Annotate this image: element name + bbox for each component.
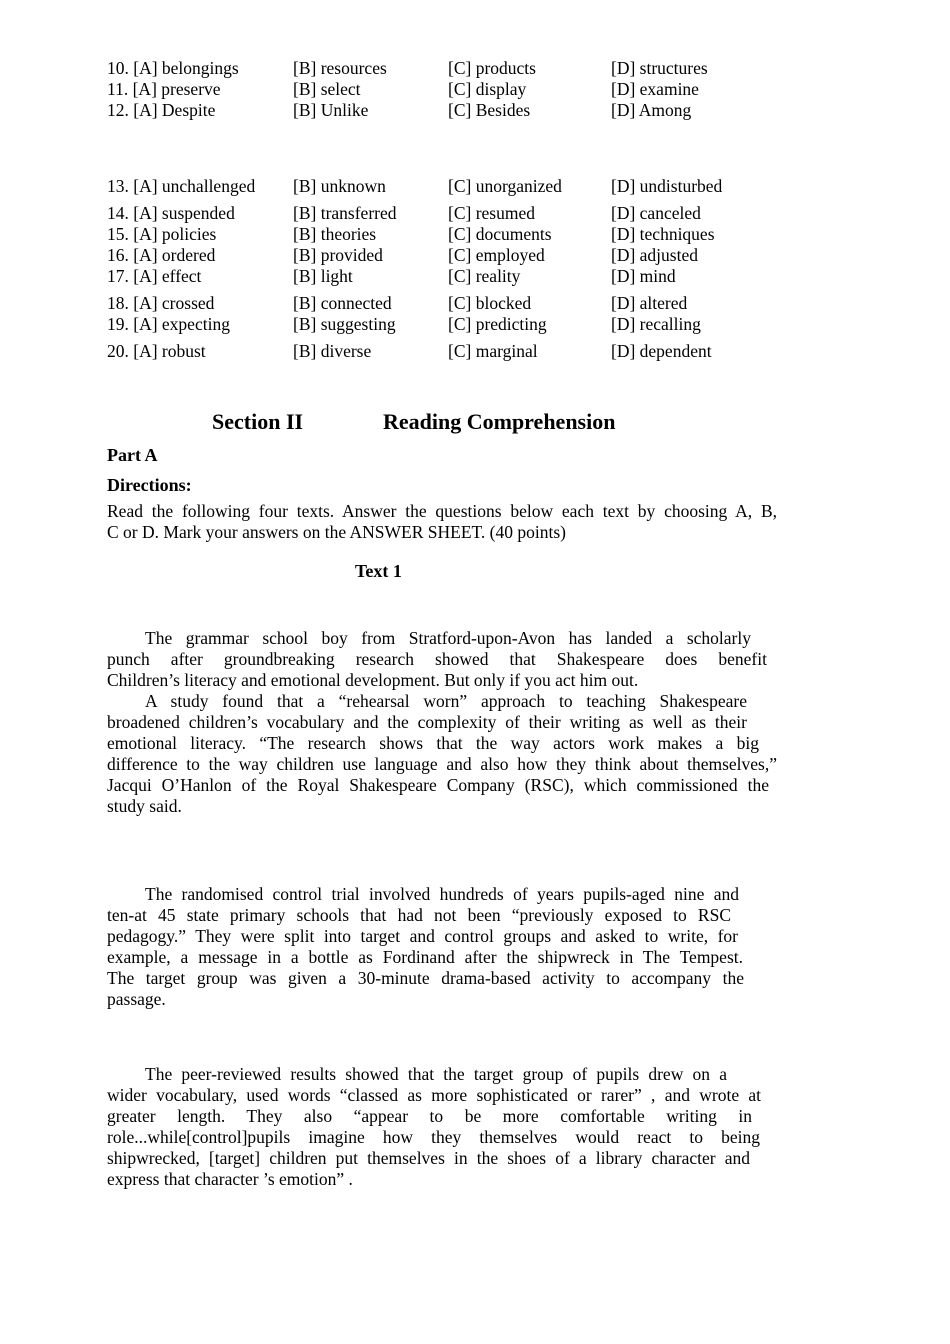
option-a: 10. [A] belongings (107, 58, 239, 78)
option-c: [C] reality (448, 266, 521, 286)
directions-label: Directions: (107, 475, 192, 495)
paragraph-line: difference to the way children use language and also how they think about themselves,” (107, 754, 777, 774)
option-a: 16. [A] ordered (107, 245, 216, 265)
paragraph-line: greater length. They also “appear to be more comfortable writing in (107, 1106, 752, 1126)
option-b: [B] light (293, 266, 353, 286)
option-b: [B] diverse (293, 341, 372, 361)
option-a: 19. [A] expecting (107, 314, 230, 334)
paragraph (107, 1064, 777, 1190)
paragraph-line: example, a message in a bottle as Fordinand after the shipwreck in The Tempest. (107, 947, 743, 967)
directions-line: C or D. Mark your answers on the ANSWER SHEET. (40 points) (107, 522, 566, 542)
option-d: [D] techniques (611, 224, 715, 244)
option-b: [B] transferred (293, 203, 397, 223)
section-number: Section II (212, 409, 304, 434)
option-c: [C] Besides (448, 100, 531, 120)
paragraph-line: emotional literacy. “The research shows that the way actors work makes a big (107, 733, 759, 753)
paragraph-line: role...while[control]pupils imagine how they themselves would react to being (107, 1127, 760, 1147)
option-d: [D] canceled (611, 203, 701, 223)
paragraph-line: study said. (107, 796, 182, 816)
paragraph-line: A study found that a “rehearsal worn” approach to teaching Shakespeare (145, 691, 747, 711)
part-label: Part A (107, 445, 158, 465)
option-a: 11. [A] preserve (107, 79, 221, 99)
paragraph (107, 628, 777, 817)
option-c: [C] documents (448, 224, 552, 244)
paragraph-line: The target group was given a 30-minute drama-based activity to accompany the (107, 968, 744, 988)
option-a: 12. [A] Despite (107, 100, 216, 120)
option-a: 18. [A] crossed (107, 293, 215, 313)
paragraph-line: The randomised control trial involved hundreds of years pupils-aged nine and (145, 884, 739, 904)
paragraph-line: punch after groundbreaking research showed that Shakespeare does benefit (107, 649, 767, 669)
option-c: [C] employed (448, 245, 545, 265)
option-c: [C] predicting (448, 314, 547, 334)
option-b: [B] provided (293, 245, 383, 265)
option-b: [B] resources (293, 58, 387, 78)
paragraph-line: Children’s literacy and emotional development. But only if you act him out. (107, 670, 639, 690)
option-c: [C] resumed (448, 203, 535, 223)
option-c: [C] products (448, 58, 536, 78)
option-d: [D] altered (611, 293, 688, 313)
option-a: 13. [A] unchallenged (107, 176, 256, 196)
paragraph-line: express that character ’s emotion” . (107, 1169, 353, 1189)
option-d: [D] mind (611, 266, 676, 286)
option-d: [D] dependent (611, 341, 712, 361)
option-a: 20. [A] robust (107, 341, 206, 361)
paragraph-line: broadened children’s vocabulary and the complexity of their writing as well as their (107, 712, 747, 732)
paragraph-line: shipwrecked, [target] children put themselves in the shoes of a library character and (107, 1148, 750, 1168)
section-title: Reading Comprehension (383, 409, 616, 434)
option-b: [B] connected (293, 293, 392, 313)
option-a: 15. [A] policies (107, 224, 217, 244)
paragraph-line: Jacqui O’Hanlon of the Royal Shakespeare Company (RSC), which commissioned the (107, 775, 769, 795)
option-d: [D] Among (611, 100, 692, 120)
directions-text (107, 501, 777, 543)
paragraph-line: ten-at 45 state primary schools that had not been “previously exposed to RSC (107, 905, 731, 925)
option-b: [B] Unlike (293, 100, 369, 120)
paragraph-line: wider vocabulary, used words “classed as more sophisticated or rarer” , and wrote at (107, 1085, 761, 1105)
directions-line: Read the following four texts. Answer the questions below each text by choosing A, B, (107, 501, 777, 521)
paragraph-line: passage. (107, 989, 166, 1009)
option-d: [D] adjusted (611, 245, 698, 265)
paragraph-line: pedagogy.” They were split into target and control groups and asked to write, for (107, 926, 738, 946)
option-d: [D] examine (611, 79, 699, 99)
option-a: 14. [A] suspended (107, 203, 235, 223)
option-b: [B] suggesting (293, 314, 396, 334)
text-title: Text 1 (355, 561, 402, 581)
option-c: [C] unorganized (448, 176, 562, 196)
option-d: [D] undisturbed (611, 176, 723, 196)
option-b: [B] unknown (293, 176, 386, 196)
option-b: [B] theories (293, 224, 377, 244)
paragraph-line: The peer-reviewed results showed that the target group of pupils drew on a (145, 1064, 727, 1084)
option-c: [C] display (448, 79, 527, 99)
option-c: [C] blocked (448, 293, 532, 313)
option-d: [D] structures (611, 58, 708, 78)
option-b: [B] select (293, 79, 361, 99)
option-c: [C] marginal (448, 341, 538, 361)
paragraph-line: The grammar school boy from Stratford-upon-Avon has landed a scholarly (145, 628, 751, 648)
option-d: [D] recalling (611, 314, 701, 334)
option-a: 17. [A] effect (107, 266, 202, 286)
paragraph (107, 884, 777, 1010)
